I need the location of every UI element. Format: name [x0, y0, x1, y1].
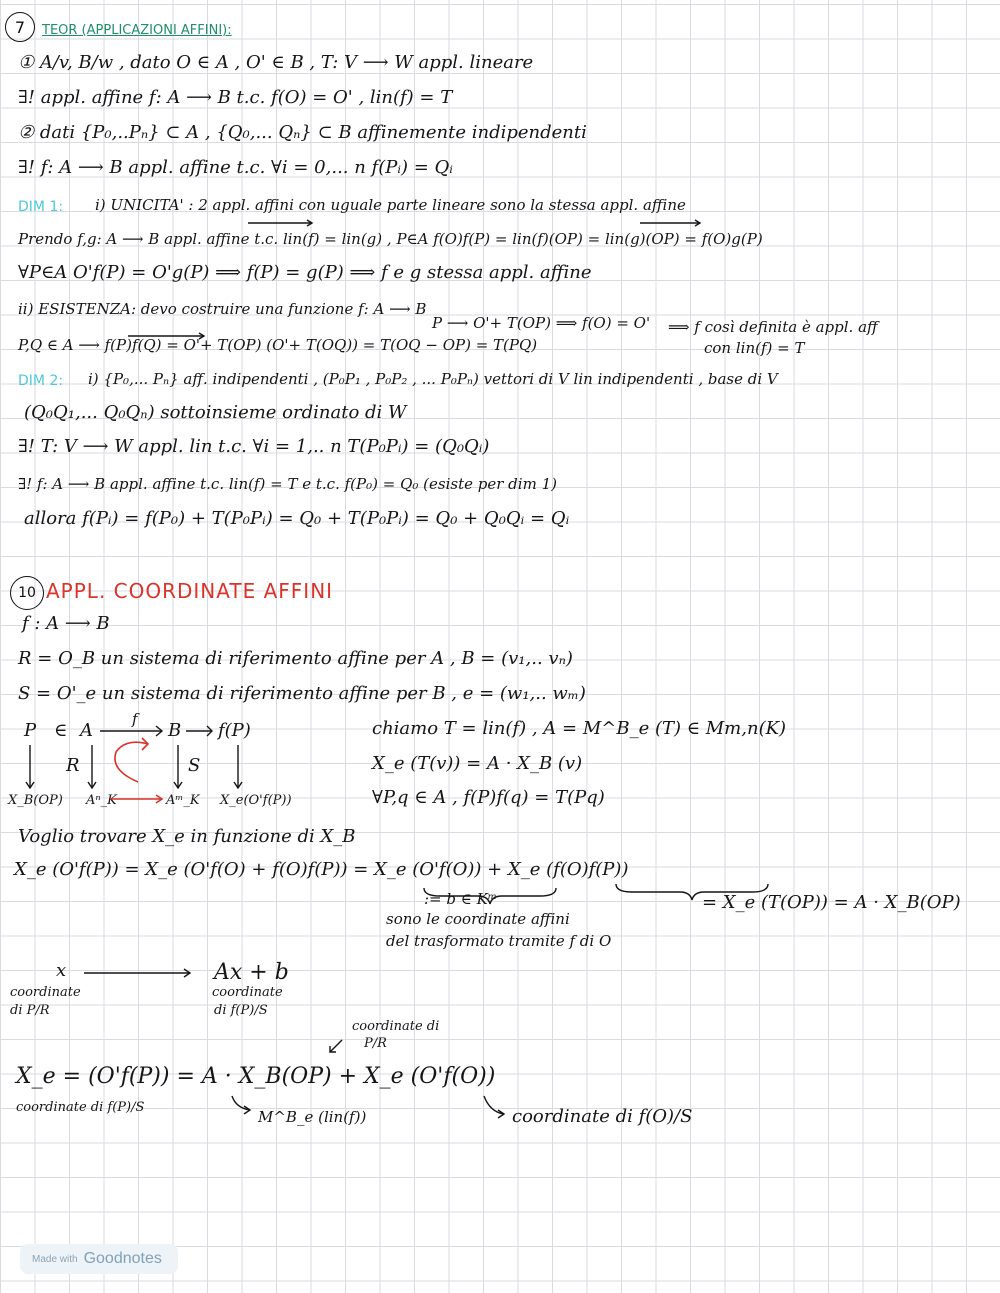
note-line-2: del trasformato tramite f di O	[386, 932, 612, 950]
final-mid-label: M^B_e (lin(f))	[258, 1108, 367, 1126]
dim1-line-esistenza: ii) ESISTENZA: devo costruire una funzione f: A ⟶ B	[18, 300, 427, 318]
section10-title: APPL. COORDINATE AFFINI	[46, 579, 334, 603]
section10-line-S: S = O'_e un sistema di riferimento affine per B , e = (w₁,.. wₘ)	[18, 683, 586, 704]
diagram-Xe: X_e(O'f(P))	[220, 793, 292, 808]
final-right-label: coordinate di f(O)/S	[512, 1106, 693, 1127]
theorem-line-4: ∃! f: A ⟶ B appl. affine t.c. ∀i = 0,... n f(Pᵢ) = Qᵢ	[18, 157, 453, 178]
diagram-XB: X_B(OP)	[8, 793, 63, 808]
right-line-chiamo: chiamo T = lin(f) , A = M^B_e (T) ∈ Mm,n(K)	[372, 718, 787, 739]
theorem-line-2: ∃! appl. affine f: A ⟶ B t.c. f(O) = O' , lin(f) = T	[18, 87, 453, 108]
map-ax-b: Ax + b	[214, 960, 289, 985]
theorem-line-1: ① A/v, B/w , dato O ∈ A , O' ∈ B , T: V ⟶ W appl. lineare	[18, 52, 534, 73]
dim1-label: DIM 1:	[18, 199, 64, 215]
diagram-R: R	[66, 755, 80, 776]
section7-title: TEOR (APPLICAZIONI AFFINI):	[42, 23, 232, 38]
dim2-line-5: allora f(Pᵢ) = f(P₀) + T(P₀Pᵢ) = Q₀ + T(P₀Pᵢ) = Q₀ + Q₀Qᵢ = Qᵢ	[24, 508, 570, 529]
dim1-line-concl-1: ⟹ f così definita è appl. aff	[668, 318, 878, 336]
diagram-f-label: f	[132, 710, 138, 728]
made-with-label: Made with	[32, 1253, 78, 1265]
diagram-Am: Aᵐ_K	[166, 793, 200, 808]
coord-label-2: di P/R	[10, 1003, 50, 1018]
dim2-line-3: ∃! T: V ⟶ W appl. lin t.c. ∀i = 1,.. n T(P₀Pᵢ) = (Q₀Qᵢ)	[18, 436, 490, 457]
dim1-line-prendo: Prendo f,g: A ⟶ B appl. affine t.c. lin(f) = lin(g) , P∈A f(O)f(P) = lin(f)(OP) = lin(g)(OP) = f(O)g(P)	[18, 230, 763, 248]
diagram-fP: f(P)	[218, 720, 251, 741]
diagram-A: A	[80, 720, 93, 741]
top-note-2: P/R	[364, 1036, 387, 1051]
dim1-line-unicita: i) UNICITA' : 2 appl. affini con uguale parte lineare sono la stessa appl. affine	[95, 196, 686, 214]
dim1-line-concl-2: con lin(f) = T	[704, 339, 805, 357]
coord-label-4: di f(P)/S	[214, 1003, 268, 1018]
map-x: x	[56, 960, 67, 981]
goodnotes-brand: Goodnotes	[83, 1250, 162, 1267]
diagram-An: Aⁿ_K	[86, 793, 117, 808]
section10-line-f: f : A ⟶ B	[22, 613, 110, 634]
diagram-P: P	[24, 720, 37, 741]
dim1-line-forall: ∀P∈A O'f(P) = O'g(P) ⟹ f(P) = g(P) ⟹ f e g stessa appl. affine	[18, 262, 592, 283]
coord-label-1: coordinate	[10, 985, 81, 1000]
dim1-line-map: P ⟶ O'+ T(OP) ⟹ f(O) = O'	[432, 314, 651, 332]
diagram-S: S	[188, 755, 201, 776]
right-line-forall: ∀P,q ∈ A , f(P)f(q) = T(Pq)	[372, 787, 605, 808]
goodnotes-watermark	[20, 1244, 178, 1274]
diagram-in: ∈	[54, 720, 68, 741]
section-number-7: 7	[5, 12, 35, 42]
voglio-line: Voglio trovare X_e in funzione di X_B	[18, 826, 356, 847]
top-note-1: coordinate di	[352, 1019, 440, 1034]
diagram-B: B	[168, 720, 182, 741]
note-line-1: sono le coordinate affini	[386, 910, 570, 928]
equation-1-c: = X_e (T(OP)) = A · X_B(OP)	[702, 892, 961, 913]
theorem-line-3: ② dati {P₀,..Pₙ} ⊂ A , {Q₀,... Qₙ} ⊂ B affinemente indipendenti	[18, 122, 587, 143]
section-number-10: 10	[10, 576, 44, 610]
dim2-line-1: i) {P₀,... Pₙ} aff. indipendenti , (P₀P₁ , P₀P₂ , ... P₀Pₙ) vettori di V lin indipendenti , base di V	[88, 370, 778, 388]
section10-line-R: R = O_B un sistema di riferimento affine per A , B = (v₁,.. vₙ)	[18, 648, 573, 669]
right-line-Xe: X_e (T(v)) = A · X_B (v)	[372, 753, 583, 774]
final-left-label: coordinate di f(P)/S	[16, 1100, 145, 1115]
dim1-line-pq: P,Q ∈ A ⟶ f(P)f(Q) = O'+ T(OP) (O'+ T(OQ)) = T(OQ − OP) = T(PQ)	[18, 336, 538, 354]
equation-1-b: := b ∈ Kᵐ	[424, 890, 498, 908]
dim2-label: DIM 2:	[18, 373, 64, 389]
coord-label-3: coordinate	[212, 985, 283, 1000]
final-equation: X_e = (O'f(P)) = A · X_B(OP) + X_e (O'f(O))	[16, 1064, 496, 1089]
equation-1: X_e (O'f(P)) = X_e (O'f(O) + f(O)f(P)) = X_e (O'f(O)) + X_e (f(O)f(P))	[14, 859, 629, 880]
dim2-line-4: ∃! f: A ⟶ B appl. affine t.c. lin(f) = T e t.c. f(P₀) = Q₀ (esiste per dim 1)	[18, 475, 557, 493]
dim2-line-2: (Q₀Q₁,... Q₀Qₙ) sottoinsieme ordinato di W	[24, 402, 407, 423]
